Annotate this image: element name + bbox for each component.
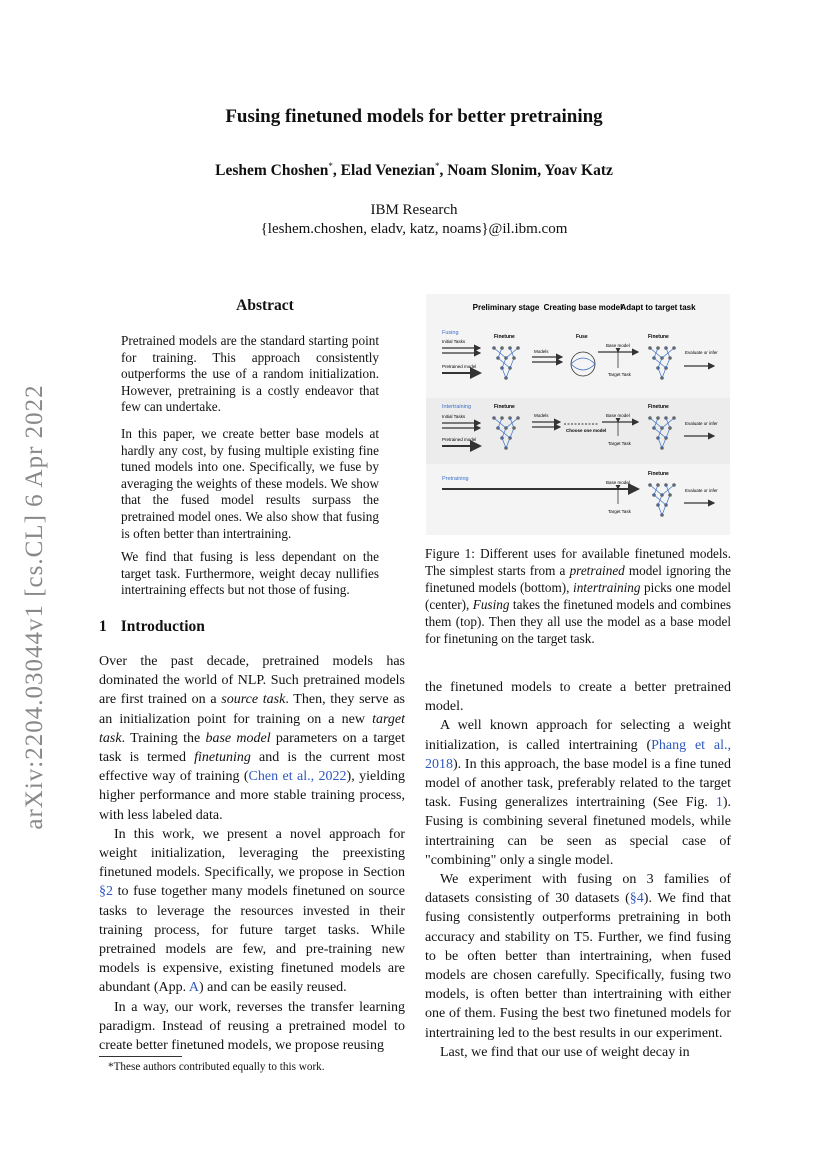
figure-ref-link[interactable]: 1	[715, 795, 723, 811]
abstract-heading: Abstract	[236, 297, 294, 314]
right-column-body	[425, 678, 731, 1062]
svg-text:Finetune: Finetune	[494, 404, 515, 410]
figure-diagram	[426, 294, 730, 535]
author-emails: {leshem.choshen, eladv, katz, noams}@il.ibm.com	[260, 221, 568, 237]
svg-text:Initial Tasks: Initial Tasks	[442, 414, 466, 419]
left-column-body	[99, 652, 405, 1055]
svg-text:Pretrained model: Pretrained model	[442, 437, 477, 442]
author-name: Noam Slonim	[447, 162, 538, 180]
citation-link[interactable]: Chen et al., 2022	[248, 769, 347, 785]
svg-text:Base model: Base model	[606, 343, 630, 348]
author-mark: *	[434, 161, 440, 171]
author-list: Leshem Choshen*, Elad Venezian*, Noam Slonim, Yoav Katz	[215, 161, 613, 180]
figure-row-label: Pretraining	[442, 476, 469, 482]
svg-text:Models: Models	[534, 349, 549, 354]
svg-text:Choose one model: Choose one model	[566, 428, 607, 433]
appendix-ref-link[interactable]: A	[188, 980, 199, 996]
affiliation: IBM Research	[370, 202, 458, 218]
footnote: *These authors contributed equally to this work.	[108, 1061, 325, 1073]
svg-text:Evaluate or infer: Evaluate or infer	[685, 350, 718, 355]
svg-text:Pretrained model: Pretrained model	[442, 364, 477, 369]
author-name: Elad Venezian	[340, 162, 435, 180]
svg-text:Base model: Base model	[606, 480, 630, 485]
arxiv-identifier: arXiv:2204.03044v1 [cs.CL] 6 Apr 2022	[21, 384, 48, 830]
section-ref-link[interactable]: §4	[629, 891, 644, 907]
svg-text:Base model: Base model	[606, 413, 630, 418]
section-title: Introduction	[120, 618, 205, 635]
arxiv-sidebar	[10, 372, 60, 842]
figure-label: Figure 1:	[425, 546, 475, 561]
affiliation-block	[0, 201, 828, 239]
svg-text:Evaluate or infer: Evaluate or infer	[685, 488, 718, 493]
section-number: 1	[99, 618, 107, 635]
body-paragraph: A well known approach for selecting a weight initialization, is called intertraining (Phang et al., 2018). In this approach, the base model is a fine tuned model of another task, preferably related to the target task. Fusing generalizes intertraining (See Fig. 1). Fusing is combining several finetuned models, while intertraining can be seen as special case of "combining" only a single model.	[425, 718, 731, 868]
footnote-rule	[99, 1056, 182, 1057]
author-name: Leshem Choshen	[215, 162, 329, 180]
body-paragraph: the finetuned models to create a better pretrained model.	[425, 680, 731, 715]
svg-text:Target Task: Target Task	[608, 372, 631, 377]
author-name: Yoav Katz	[544, 162, 613, 180]
abstract-paragraph: Pretrained models are the standard starting point for training. This approach consistently outperforms the use of a random initialization. However, pretraining is a costly endeavor that few can undertake.	[121, 333, 379, 415]
body-paragraph: Over the past decade, pretrained models has dominated the world of NLP. Such pretrained models are first trained on a source task. Then, they serve as an initialization point for training on a new target task. Training the base model parameters on a target task is termed finetuning and is the current most effective way of training (Chen et al., 2022), yielding higher performance and more stable training process, with less labeled data.	[99, 654, 406, 823]
body-paragraph: Last, we find that our use of weight decay in	[440, 1044, 690, 1060]
abstract-paragraph: In this paper, we create better base models at hardly any cost, by fusing multiple existing fine tuned models into one. Specifically, we fuse by averaging the weights of these models. We show that the fused model results surpass the pretrained model ones. We also show that fusing is often better than intertraining.	[121, 426, 379, 541]
figure-caption: Figure 1: Different uses for available finetuned models. The simplest starts from a pretrained model ignoring the finetuned models (bottom), intertraining picks one model (center), Fusing takes the finetuned models and combines them (top). Then they all use the model as a base model for finetuning on the target task.	[425, 546, 731, 646]
svg-text:Initial Tasks: Initial Tasks	[442, 339, 466, 344]
figure-row-label: Fusing	[442, 330, 459, 336]
svg-text:Finetune: Finetune	[648, 471, 669, 477]
figure-1	[426, 294, 730, 535]
svg-text:Target Task: Target Task	[608, 441, 631, 446]
section-heading	[99, 618, 219, 636]
figure-col-head: Adapt to target task	[620, 303, 696, 312]
figure-col-head: Creating base model	[543, 303, 623, 312]
body-paragraph: In this work, we present a novel approach for weight initialization, leveraging the preexisting finetuned models. Specifically, we propose in Section §2 to fuse together many models finetuned on source tasks to leverage the resources invested in their training process, for future target tasks. While pretrained models are few, and pre-training new models is expensive, existing finetuned models are abundant (App. A) and can be easily reused.	[99, 826, 405, 996]
svg-text:Finetune: Finetune	[648, 334, 669, 340]
body-paragraph: In a way, our work, reverses the transfer learning paradigm. Instead of reusing a pretrained model to create better finetuned models, we propose reusing	[99, 999, 405, 1054]
body-paragraph: We experiment with fusing on 3 families of datasets consisting of 30 datasets (§4). We find that fusing consistently outperforms pretraining in both accuracy and stability on T5. Further, we find fusing to be often better than intertraining, when fused models are chosen carefully. Specifically, fusing two models, is often better than intertraining with either one of them. Fusing the best two finetuned models for intertraining led to the best results in our experiment.	[425, 872, 731, 1041]
svg-text:Finetune: Finetune	[648, 404, 669, 410]
abstract-paragraph: We find that fusing is less dependant on the target task. Furthermore, weight decay nullifies intertraining effects but not those of fusing.	[121, 549, 379, 598]
svg-text:Models: Models	[534, 413, 549, 418]
svg-text:Evaluate or infer: Evaluate or infer	[685, 421, 718, 426]
paper-title: Fusing finetuned models for better pretraining	[225, 106, 603, 127]
figure-row-label: Intertraining	[442, 404, 472, 410]
svg-text:Target Task: Target Task	[608, 509, 631, 514]
svg-text:Fuse: Fuse	[576, 334, 588, 340]
citation-link[interactable]: Phang et al., 2018	[425, 737, 731, 772]
figure-col-head: Preliminary stage	[472, 303, 540, 312]
section-ref-link[interactable]: §2	[99, 884, 113, 900]
svg-text:Finetune: Finetune	[494, 334, 515, 340]
author-mark: *	[328, 161, 333, 171]
